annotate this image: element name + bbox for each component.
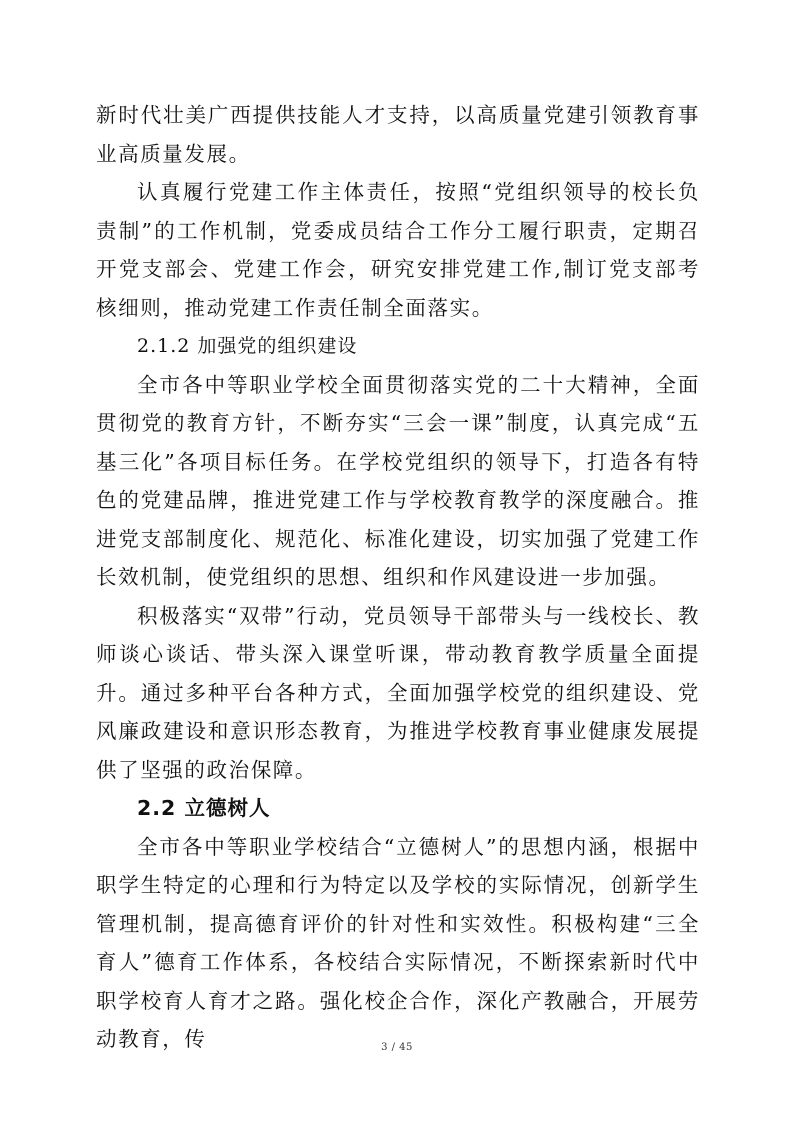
paragraph-moral-education: 全市各中等职业学校结合“立德树人”的思想内涵，根据中职学生特定的心理和行为特定以及学校的实际情况，创新学生管理机制，提高德育评价的针对性和实效性。积极构建“三全育人”德育工作体系，各校结合实际情况，不断探索新时代中职学校育人育才之路。强化校企合作，深化产教融合，开展劳动教育，传 [96,834,700,1051]
section-heading-2-1-2: 2.1.2 加强党的组织建设 [137,335,358,357]
paragraph-organization-building: 全市各中等职业学校全面贯彻落实党的二十大精神，全面贯彻党的教育方针，不断夯实“三会一课”制度，认真完成“五基三化”各项目标任务。在学校党组织的领导下，打造各有特色的党建品牌，推进党建工作与学校教育教学的深度融合。推进党支部制度化、规范化、标准化建设，切实加强了党建工作长效机制，使党组织的思想、组织和作风建设进一步加强。 [96,372,700,589]
page-number: 3 / 45 [381,1042,413,1053]
paragraph-double-lead: 积极落实“双带”行动，党员领导干部带头与一线校长、教师谈心谈话、带头深入课堂听课，带动教育教学质量全面提升。通过多种平台各种方式，全面加强学校党的组织建设、党风廉政建设和意识形态教育，为推进学校教育事业健康发展提供了坚强的政治保障。 [96,603,700,782]
paragraph-continued: 新时代壮美广西提供技能人才支持，以高质量党建引领教育事业高质量发展。 [96,103,700,166]
section-heading-2-2: 2.2 立德树人 [137,796,271,820]
paragraph-party-responsibility: 认真履行党建工作主体责任，按照“党组织领导的校长负责制”的工作机制，党委成员结合工作分工履行职责，定期召开党支部会、党建工作会，研究安排党建工作,制订党支部考核细则，推动党建工作责任制全面落实。 [96,180,700,320]
page-body [96,96,700,1059]
